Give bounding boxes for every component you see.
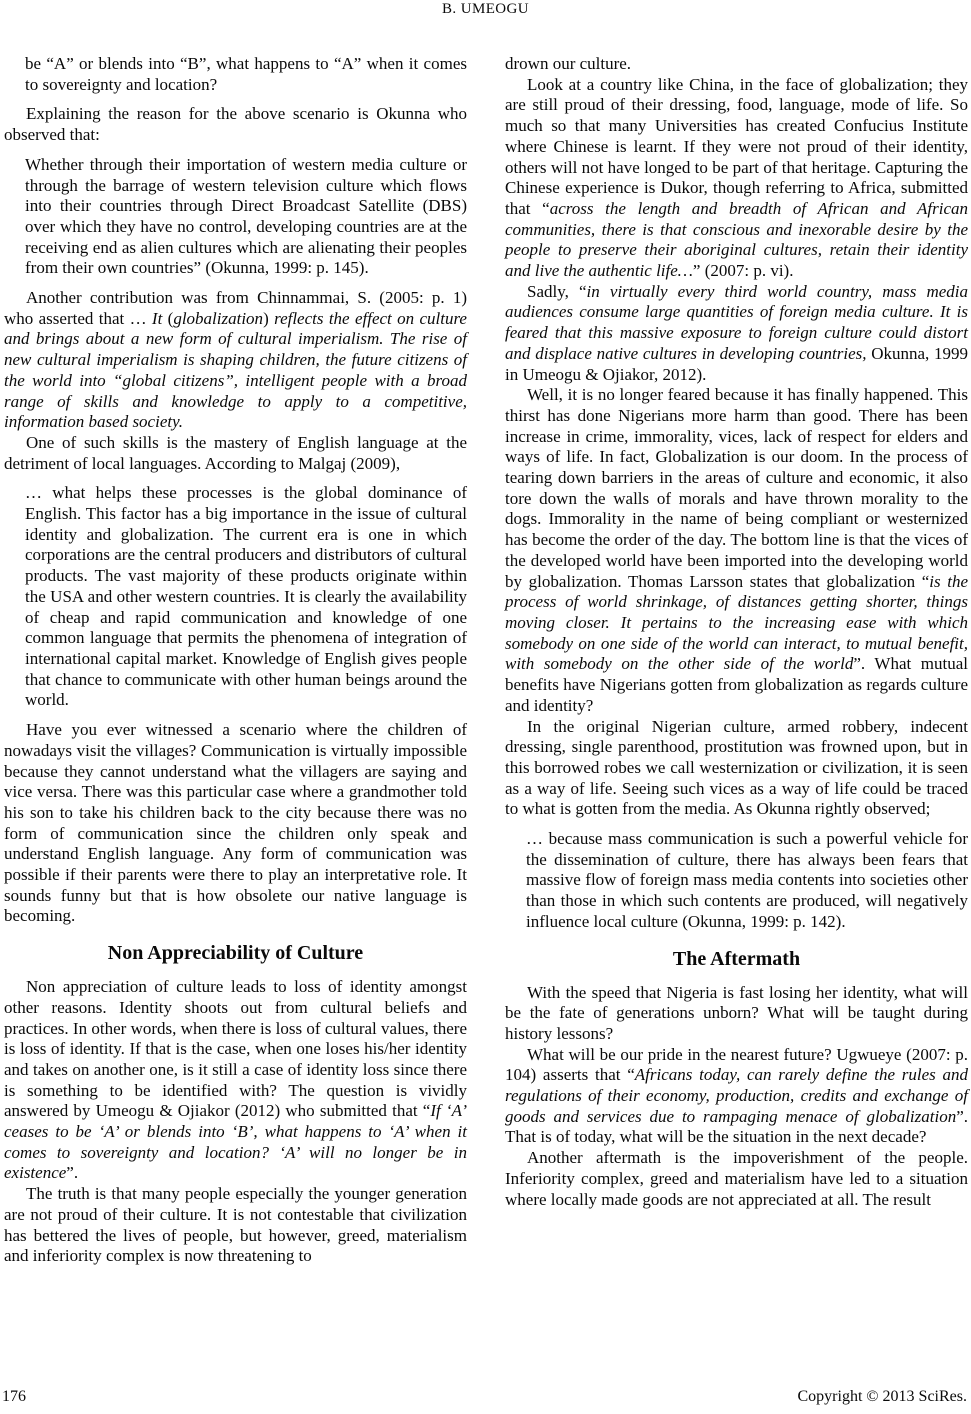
text-run: globalization — [173, 308, 264, 328]
block-quote — [25, 155, 467, 279]
paragraph — [4, 104, 467, 145]
text-run: Okunna, 1999 in Umeogu & Ojiakor, 2012). — [505, 343, 968, 384]
text-run: Well, it is no longer feared because it has finally happened. This thirst has done Nigerians more harm than good. There has been increase in crime, immorality, vices, lack of respect for elders and ways of life. In fact, Globalization is our doom. In the process of tearing down barriers in the areas of culture and economic, it also tore down the walls of morals and have thrown morality to the dogs. Immorality in the name of being compliant or westernized has become the order of the day. The bottom line is that the vices of the developed world have been imported into the developing world by globalization. Thomas Larsson states that globalization “ — [505, 385, 968, 591]
text-run: Whether through their importation of western media culture or through the barrage of western television culture which flows into their countries through Direct Broadcast Satellite (DBS) over which they have no control, developing countries are at the receiving end as alien cultures which are alienating their peoples from their own countries” (Okunna, 1999: p. 145). — [25, 154, 467, 278]
text-run: … what helps these processes is the global dominance of English. This factor has a big importance in the issue of cultural identity and globalization. The current era is one in which corporations are the central producers and distributors of cultural products. The vast majority of these products originate within the USA and other western countries. It is clearly the availability of cheap and rapid communication and knowledge of one common language that permits the phenomena of integration of international capital market. Knowledge of English gives people that chance to communicate with other human beings around the world. — [25, 483, 467, 710]
copyright-notice: Copyright © 2013 SciRes. — [797, 1388, 967, 1405]
paragraph — [505, 717, 968, 821]
paragraph — [505, 1045, 968, 1149]
text-run: Explaining the reason for the above scenario is Okunna who observed that: — [4, 104, 467, 145]
text-run: Have you ever witnessed a scenario where the children of nowadays visit the villages? Communication is virtually impossible because they cannot understand what the villagers are saying and vice versa. There was this particular case where a grandmother told his son to take his children back to the city because there was no form of communication since the children only speak and understand English language. Any form of communication was possible if their parents were there to play an interpretative role. It sounds funny but that is how obsolete our native language is becoming. — [4, 720, 467, 926]
text-run: ”. That is of today, what will be the situation in the next decade? — [505, 1106, 968, 1147]
page-number: 176 — [2, 1388, 26, 1405]
text-run: The truth is that many people especially the younger generation are not proud of their culture. It is not contestable that civilization has bettered the lives of people, but however, greed, materialism and inferiority complex is now threatening to — [4, 1184, 467, 1266]
text-run: Africans today, can rarely define the rules and regulations of their economy, production, credits and exchange of goods and services due to rampaging menace of globalization — [505, 1065, 968, 1126]
text-run: be “A” or blends into “B”, what happens to “A” when it comes to sovereignty and location? — [25, 54, 467, 94]
paragraph — [4, 1184, 467, 1267]
text-run: Sadly, “ — [527, 281, 587, 301]
text-run: reflects the effect on culture and brings about a new form of cultural imperialism. The rise of new cultural imperialism is shaping children, the future citizens of the world into “global citizens”, intelligent people with a broad range of skills and knowledge to apply to a competitive, information based society. — [4, 308, 467, 432]
paragraph — [505, 983, 968, 1045]
running-head: B. UMEOGU — [442, 1, 529, 17]
text-run: drown our culture. — [505, 54, 632, 73]
paragraph — [505, 385, 968, 716]
paragraph — [505, 282, 968, 386]
paragraph — [4, 720, 467, 927]
text-run: It — [151, 308, 163, 328]
section-heading — [505, 947, 968, 971]
paragraph — [505, 1148, 968, 1210]
text-run: in virtually every third world country, mass media audiences consume large quantities of foreign media culture. It is feared that this massive exposure to foreign culture could distort and displace native cultures in developing countries, — [505, 281, 968, 363]
text-run: across the length and breadth of African and African communities, there is that conscious and inexorable desire by the people to preserve their aboriginal cultures, retain their identity and live the authentic life… — [505, 198, 968, 281]
paragraph — [4, 977, 467, 1184]
text-run: If ‘A’ ceases to be ‘A’ or blends into ‘B’, what happens to ‘A’ when it comes to sovereignty and location? ‘A’ will no longer be in existence — [4, 1101, 467, 1183]
block-quote — [526, 829, 968, 933]
text-run: With the speed that Nigeria is fast losing her identity, what will be the fate of generations unborn? What will be taught during history lessons? — [505, 982, 968, 1043]
block-quote — [25, 483, 467, 711]
text-run: One of such skills is the mastery of English language at the detriment of local languages. According to Malgaj (2009), — [4, 432, 467, 473]
paragraph — [4, 288, 467, 433]
text-run: ) — [263, 308, 275, 328]
section-heading — [4, 941, 467, 965]
paragraph — [505, 75, 968, 282]
text-run: Non appreciation of culture leads to loss of identity amongst other reasons. Identity shoots out from cultural beliefs and practices. In other words, when there is loss of cultural values, there is loss of identity. If that is the case, when one loses his/her identity and takes on another one, is it still a case of identity loss since there is something to be identified with? The question is vividly answered by Umeogu & Ojiakor (2012) who submitted that “ — [4, 977, 467, 1121]
text-run: ”. What mutual benefits have Nigerians gotten from globalization as regards culture and identity? — [505, 654, 968, 715]
text-run: In the original Nigerian culture, armed robbery, indecent dressing, single parenthood, prostitution was frowned upon, but in this borrowed robes we call westernization or civilization, it is seen as a way of life. Seeing such vices as a way of life could be traced to what is gotten from the media. As Okunna rightly observed; — [505, 716, 968, 819]
text-run: … because mass communication is such a powerful vehicle for the dissemination of culture, there has always been fears that massive flow of foreign mass media contents into societies other than those in which such contents are produced, will negatively influence local culture (Okunna, 1999: p. 142). — [526, 829, 968, 931]
text-run: ”. — [66, 1163, 79, 1183]
text-run: Another contribution was from Chinnammai, S. (2005: p. 1) who asserted that … — [4, 288, 467, 328]
text-run: What will be our pride in the nearest future? Ugwueye (2007: p. 104) asserts that “ — [505, 1044, 968, 1085]
paragraph — [505, 54, 968, 75]
right-column — [505, 54, 968, 1267]
text-run: Look at a country like China, in the face of globalization; they are still proud of their dressing, food, language, mode of life. So much so that many Universities has created Confucius Institute where Chinese is learnt. If they were not proud of their identity, others will not have longed to be part of that heritage. Capturing the Chinese experience is Dukor, though referring to Africa, submitted that “ — [505, 74, 968, 218]
two-column-layout — [4, 54, 968, 1267]
text-run: Non Appreciability of Culture — [107, 942, 364, 965]
text-run: ( — [162, 308, 174, 328]
text-run: is the process of world shrinkage, of distances getting shorter, things moving closer. It pertains to the increasing ease with which somebody on one side of the world can interact, to mutual benefit, with somebody on the other side of the world — [505, 571, 969, 674]
text-run: ” (2007: p. vi). — [692, 261, 794, 281]
paragraph — [4, 433, 467, 474]
left-column — [4, 54, 467, 1267]
text-run: The Aftermath — [672, 947, 801, 970]
text-run: Another aftermath is the impoverishment of the people. Inferiority complex, greed and materialism have led to a situation where locally made goods are not appreciated at all. The result — [505, 1148, 968, 1209]
block-quote — [25, 54, 467, 95]
